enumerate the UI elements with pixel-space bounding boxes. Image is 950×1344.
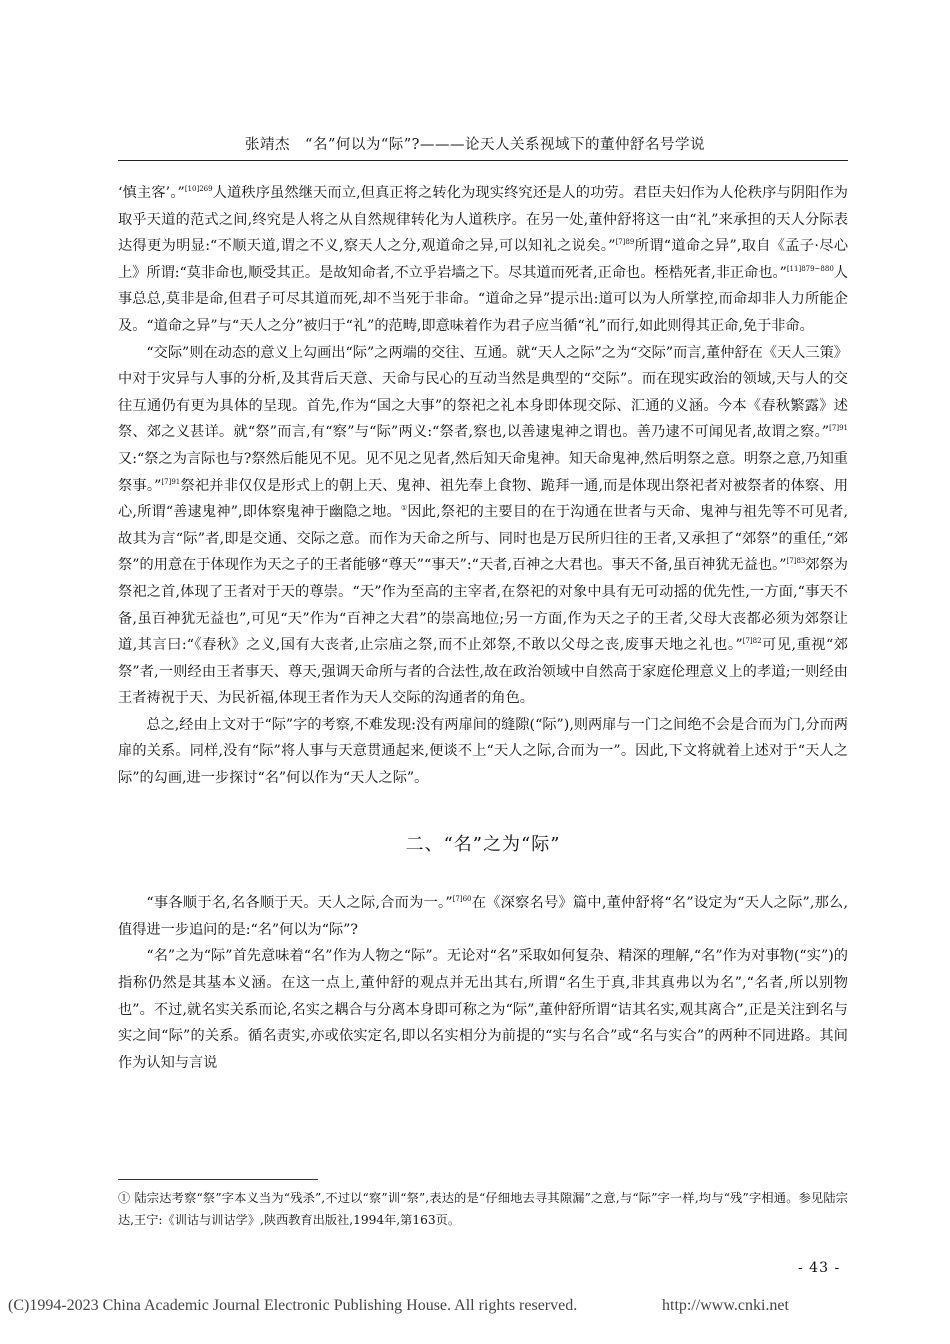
running-header: 张靖杰 “名”何以为“际”?———论天人关系视域下的董仲舒名号学说 (245, 137, 705, 153)
paragraph-4 (118, 890, 848, 943)
cnki-link[interactable]: http://www.cnki.net (662, 1297, 789, 1314)
citation-ref: [7]91 (161, 477, 181, 486)
page-number: - 43 - (798, 1260, 841, 1276)
text-run: 所谓“道命之异”,取自《孟子·尽心上》所谓:“莫非命也,顺受其正。是故知命者,不立乎岩墙之下。尽其道而死者,正命也。桎梏死者,非正命也。” (118, 238, 849, 281)
text-run: 人道秩序虽然继天而立,但真正将之转化为现实终究还是人的功劳。君臣夫妇作为人伦秩序与阴阳作为取乎天道的范式之间,终究是人将之从自然规律转化为人道秩序。在另一处,董仲舒将这一由“礼”来承担的天人分际表达得更为明显:“不顺天道,谓之不义,察天人之分,观道命之异,可以知礼之说矣。” (118, 185, 848, 255)
text-run: “名”之为“际”首先意味着“名”作为人物之“际”。无论对“名”采取如何复杂、精深的理解,“名”作为对事物(“实”)的指称仍然是其基本义涵。在这一点上,董仲舒的观点并无出其右,所谓“名生于真,非其真弗以为名”,“名者,所以别物也”。不过,就名实关系而论,名实之耦合与分离本身即可称之为“际”,董仲舒所谓“诘其名实,观其离合”,正是关注到名与实之间“际”的关系。循名责实,亦或依实定名,即以名实相分为前提的“实与名合”或“名与实合”的两种不同进路。其间作为认知与言说 (118, 948, 848, 1071)
citation-ref: [7]83 (786, 557, 806, 566)
section-heading: 二、“名”之为“际” (405, 833, 561, 855)
copyright-text: (C)1994-2023 China Academic Journal Electronic Publishing House. All rights reserved. (8, 1297, 578, 1314)
text-run: 人事总总,莫非是命,但君子可尽其道而死,却不当死于非命。“道命之异”提示出:道可以为人所掌控,而命却非人力所能企及。“道命之异”与“天人之分”被归于“礼”的范畴,即意味着作为君子应当循“礼”而行,如此则得其正命,免于非命。 (118, 264, 848, 334)
footnote: ① 陆宗达考察“祭”字本义当为“残杀”,不过以“察”训“祭”,表达的是“仔细地去寻其隙漏”之意,与“际”字一样,均与“残”字相通。参见陆宗达,王宁:《训诂与训诂学》,陕西教育出版社,1994年,第163页。 (118, 1191, 848, 1227)
paragraph-3 (118, 712, 848, 792)
article-body (118, 180, 848, 1076)
citation-ref: [7]82 (742, 637, 762, 646)
citation-ref: [11]879~880 (786, 264, 834, 273)
citation-ref: [7]60 (452, 895, 472, 904)
text-run: ‘慎主客’。” (118, 185, 185, 201)
citation-ref: [7]89 (615, 238, 635, 247)
text-run: 郊祭为祭祀之首,体现了王者对于天的尊崇。“天”作为至高的主宰者,在祭祀的对象中具有无可动摇的优先性,一方面,“事天不备,虽百神犹无益也”,可见“天”作为“百神之大君”的崇高地位;另一方面,作为天之子的王者,父母大丧都必须为郊祭让道,其言曰:“《春秋》之义,国有大丧者,止宗庙之祭,而不止郊祭,不敢以父母之丧,废事天地之礼也。” (118, 557, 848, 654)
text-run: “交际”则在动态的意义上勾画出“际”之两端的交往、互通。就“天人之际”之为“交际”而言,董仲舒在《天人三策》中对于灾异与人事的分析,及其背后天意、天命与民心的互动当然是典型的“交际”。而在现实政治的领域,天与人的交往互通仍有更为具体的呈现。首先,作为“国之大事”的祭祀之礼本身即体现交际、汇通的义涵。今本《春秋繁露》述祭、郊之义甚详。就“祭”而言,有“察”与“际”两义:“祭者,察也,以善逮鬼神之谓也。善乃逮不可闻见者,故谓之察。” (118, 344, 848, 441)
footnote-marker[interactable]: ① (400, 504, 408, 513)
text-run: 可见,重视“郊祭”者,一则经由王者事天、尊天,强调天命所与者的合法性,故在政治领域中自然高于家庭伦理意义上的孝道;一则经由王者祷祝于天、为民祈福,体现王者作为天人交际的沟通者的角色。 (118, 637, 848, 707)
text-run: 在《深察名号》篇中,董仲舒将“名”设定为“天人之际”,那么,值得进一步追问的是:“名”何以为“际”? (118, 895, 849, 938)
paragraph-5 (118, 943, 848, 1076)
paragraph-2 (118, 340, 848, 712)
header-divider (118, 160, 848, 161)
text-run: 总之,经由上文对于“际”字的考察,不难发现:没有两扉间的缝隙(“际”),则两扉与一门之间绝不会是合而为门,分而两扉的关系。同样,没有“际”将人事与天意贯通起来,便谈不上“天人之际,合而为一”。因此,下文将就着上述对于“天人之际”的勾画,进一步探讨“名”何以作为“天人之际”。 (118, 716, 848, 787)
text-run: 祭祀并非仅仅是形式上的朝上天、鬼神、祖先奉上食物、跪拜一通,而是体现出祭祀者对被祭者的体察、用心,所谓“善逮鬼神”,即体察鬼神于幽隐之地。 (118, 477, 849, 521)
citation-ref: [10]269 (184, 185, 213, 193)
text-run: 又:“祭之为言际也与?祭然后能见不见。见不见之见者,然后知天命鬼神。知天命鬼神,然后明祭之意。明祭之意,乃知重祭事。” (118, 450, 848, 494)
paragraph-1 (118, 180, 848, 340)
citation-ref: [7]91 (829, 424, 848, 433)
text-run: “事各顺于名,名各顺于天。天人之际,合而为一。” (146, 895, 453, 912)
footnote-divider (118, 1179, 318, 1180)
text-run: 因此,祭祀的主要目的在于沟通在世者与天命、鬼神与祖先等不可见者,故其为言“际”者,即是交通、交际之意。而作为天命之所与、同时也是万民所归往的王者,又承担了“郊祭”的重任,“郊祭”的用意在于体现作为天之子的王者能够“尊天”“事天”:“天者,百神之大君也。事天不备,虽百神犹无益也。” (118, 504, 848, 574)
